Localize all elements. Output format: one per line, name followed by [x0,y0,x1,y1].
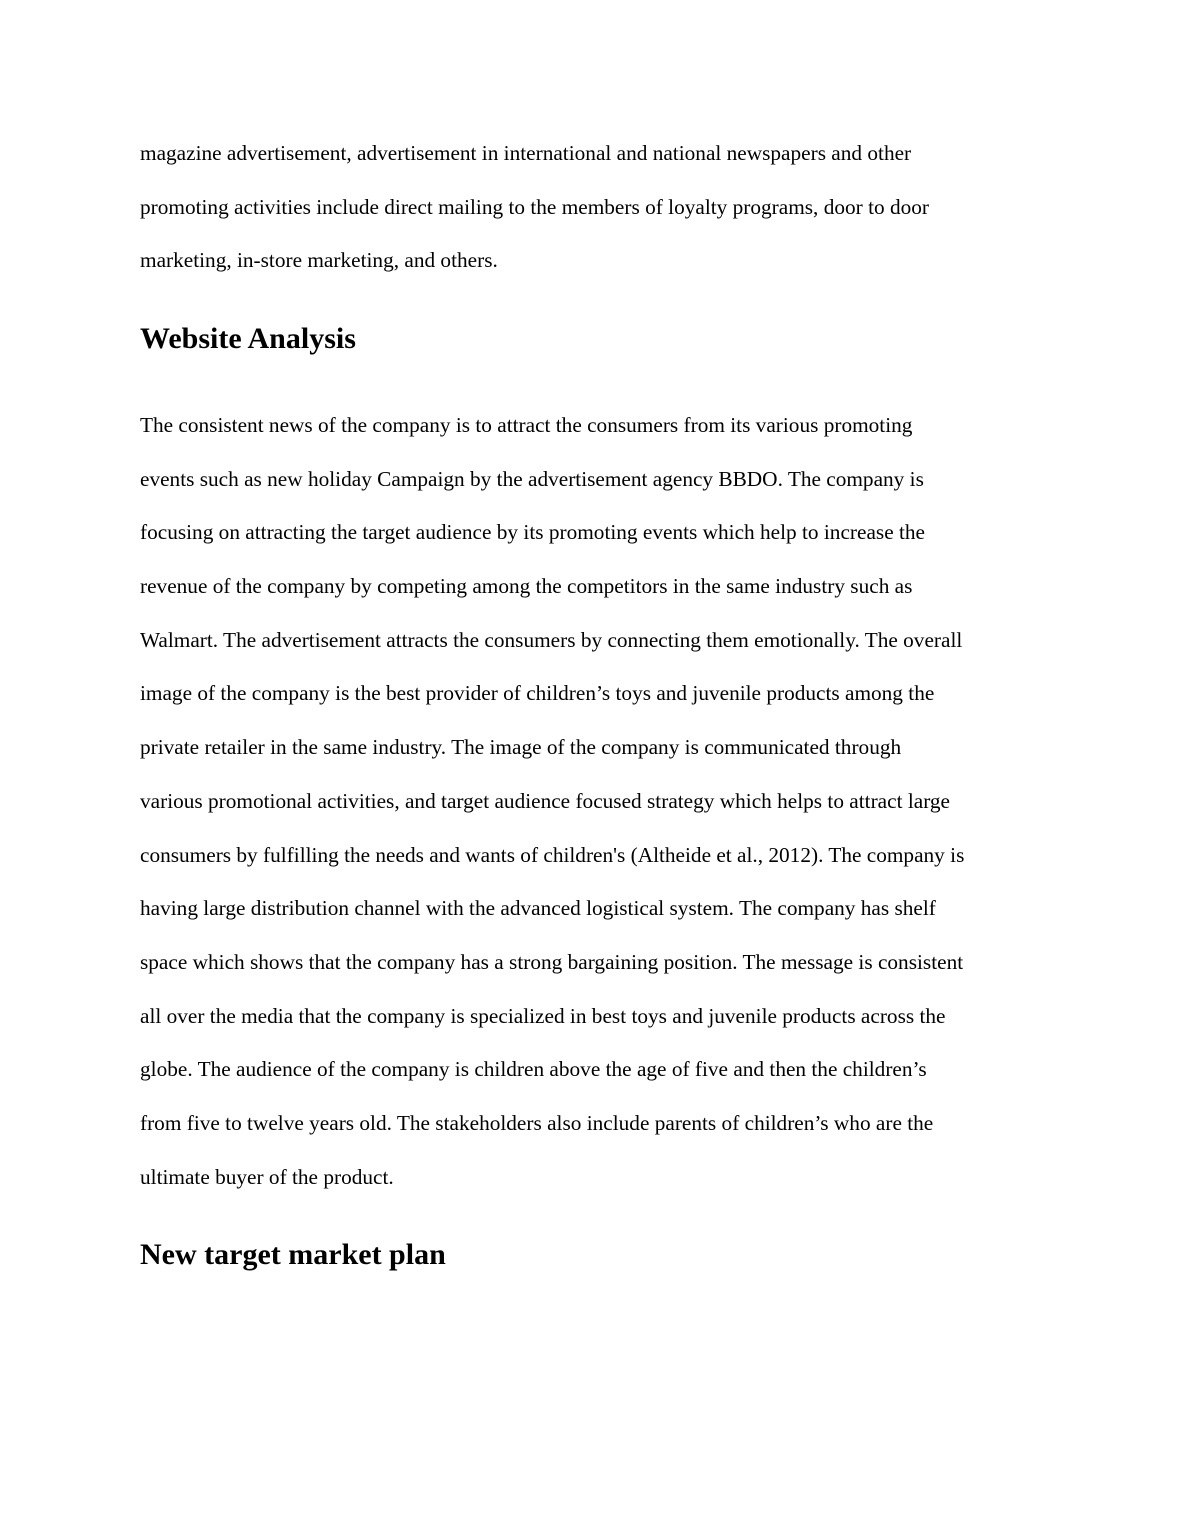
paragraph-website-analysis [140,399,1060,1204]
paragraph-line: Walmart. The advertisement attracts the consumers by connecting them emotionally. The overall [140,627,963,652]
paragraph-line: from five to twelve years old. The stakeholders also include parents of children’s who are the [140,1110,934,1135]
paragraph-line: consumers by fulfilling the needs and wants of children's (Altheide et al., 2012). The company is [140,842,965,867]
paragraph-line: globe. The audience of the company is children above the age of five and then the children’s [140,1057,927,1082]
paragraph-line: promoting activities include direct mailing to the members of loyalty programs, door to door [140,194,929,219]
paragraph-line: The consistent news of the company is to attract the consumers from its various promoting [140,413,913,437]
paragraph-line: various promotional activities, and target audience focused strategy which helps to attract large [140,788,950,813]
section-heading-website-analysis: Website Analysis [140,322,356,355]
section-heading-new-target-market-plan: New target market plan [140,1238,446,1271]
paragraph-line: focusing on attracting the target audience by its promoting events which help to increase the [140,520,925,545]
paragraph-line: marketing, in-store marketing, and others. [140,248,498,273]
paragraph-line: revenue of the company by competing among the competitors in the same industry such as [140,574,913,599]
paragraph-line: magazine advertisement, advertisement in international and national newspapers and other [140,141,912,165]
paragraph-line: events such as new holiday Campaign by the advertisement agency BBDO. The company is [140,466,924,491]
paragraph-line: all over the media that the company is specialized in best toys and juvenile products across the [140,1003,946,1028]
paragraph-line: ultimate buyer of the product. [140,1164,394,1189]
paragraph-line: image of the company is the best provider of children’s toys and juvenile products among the [140,681,935,706]
paragraph-intro-continuation [140,127,1060,288]
paragraph-line: having large distribution channel with the advanced logistical system. The company has shelf [140,896,936,921]
paragraph-line: space which shows that the company has a strong bargaining position. The message is consistent [140,949,964,974]
paragraph-line: private retailer in the same industry. The image of the company is communicated through [140,735,902,760]
